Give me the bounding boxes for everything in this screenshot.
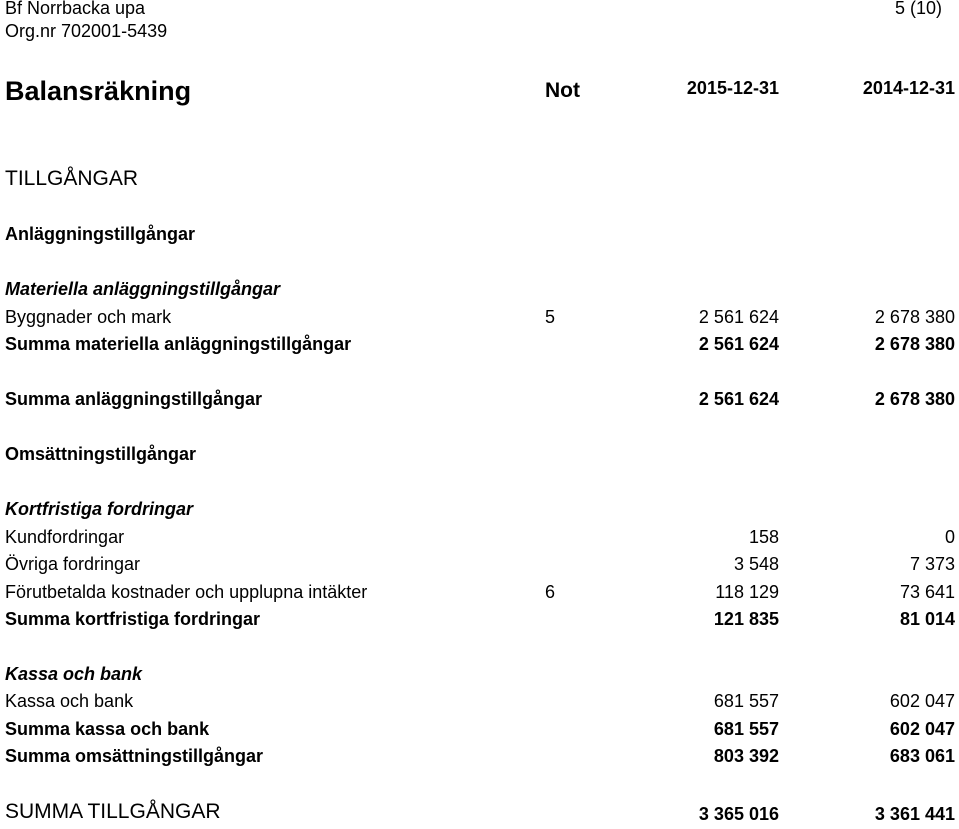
table-row: Byggnader och mark 5 2 561 624 2 678 380 bbox=[5, 307, 955, 327]
table-row: Förutbetalda kostnader och upplupna intäkter 6 118 129 73 641 bbox=[5, 582, 955, 602]
assets-section-heading: TILLGÅNGAR bbox=[5, 167, 139, 190]
page-number: 5 (10) bbox=[894, 0, 942, 18]
total-assets-row: SUMMA TILLGÅNGAR 3 365 016 3 361 441 bbox=[5, 800, 955, 824]
current-assets-heading: Omsättningstillgångar bbox=[5, 444, 197, 464]
subtotal-row: Summa kortfristiga fordringar 121 835 81 014 bbox=[5, 609, 955, 629]
balance-sheet-header bbox=[0, 74, 959, 108]
note-column-header: Not bbox=[545, 79, 580, 102]
current-year-column-header: 2015-12-31 bbox=[686, 78, 779, 98]
cash-heading: Kassa och bank bbox=[5, 664, 143, 684]
subtotal-row: Summa kassa och bank 681 557 602 047 bbox=[5, 719, 955, 739]
subtotal-row: Summa materiella anläggningstillgångar 2 561 624 2 678 380 bbox=[5, 334, 955, 354]
table-row: Kassa och bank 681 557 602 047 bbox=[5, 691, 955, 711]
organization-number: Org.nr 702001-5439 bbox=[5, 21, 168, 41]
fixed-assets-heading: Anläggningstillgångar bbox=[5, 224, 196, 244]
table-row: Övriga fordringar 3 548 7 373 bbox=[5, 554, 955, 574]
organization-name: Bf Norrbacka upa bbox=[5, 0, 146, 18]
table-row: Kundfordringar 158 0 bbox=[5, 527, 955, 547]
page-title: Balansräkning bbox=[5, 76, 192, 106]
receivables-heading: Kortfristiga fordringar bbox=[5, 499, 194, 519]
tangible-assets-heading: Materiella anläggningstillgångar bbox=[5, 279, 281, 299]
previous-year-column-header: 2014-12-31 bbox=[862, 78, 955, 98]
subtotal-row: Summa anläggningstillgångar 2 561 624 2 678 380 bbox=[5, 389, 955, 409]
subtotal-row: Summa omsättningstillgångar 803 392 683 061 bbox=[5, 746, 955, 766]
